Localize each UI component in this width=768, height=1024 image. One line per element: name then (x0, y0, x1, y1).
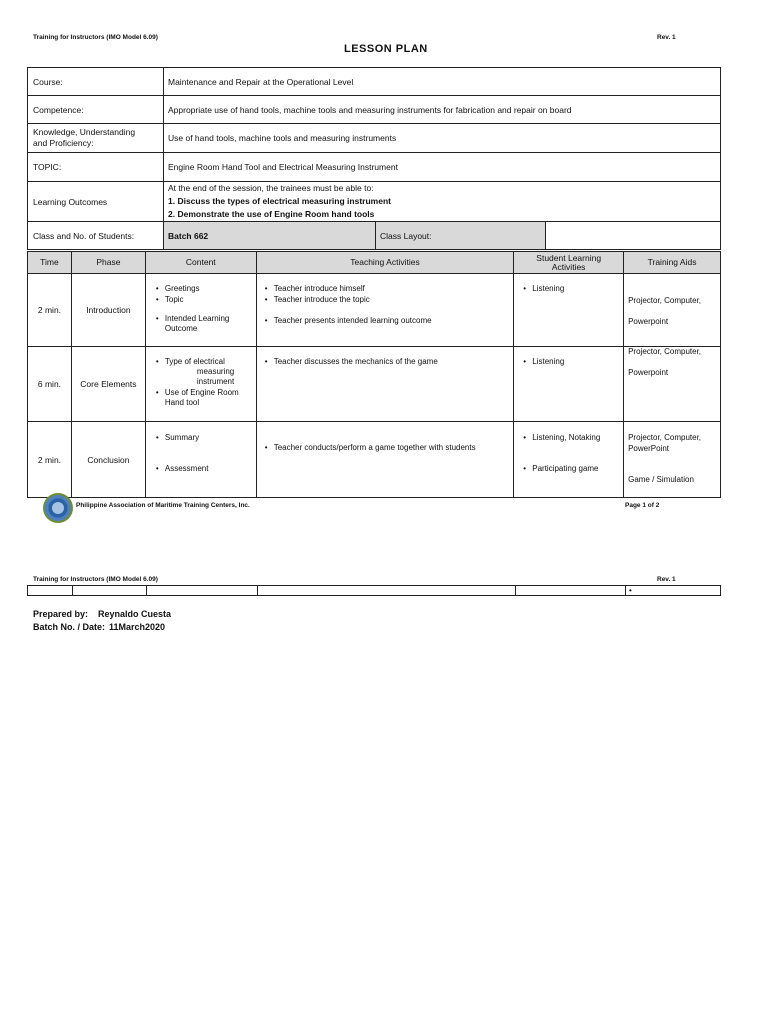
topic-label: TOPIC: (28, 153, 164, 181)
page-title: LESSON PLAN (344, 43, 428, 55)
col-header-time: Time (28, 252, 72, 274)
student-item: • Participating game (532, 464, 598, 474)
content-item: • Intended Learning Outcome (165, 314, 245, 334)
class-layout-value (546, 222, 720, 249)
competence-label: Competence: (28, 96, 164, 123)
table-row (28, 347, 721, 422)
row-aids (624, 274, 721, 347)
teaching-item: • Teacher conducts/perform a game together with students (274, 443, 476, 453)
divider (146, 586, 147, 595)
table-row (28, 422, 721, 498)
class-layout-label: Class Layout: (376, 222, 546, 249)
teaching-item: • Teacher introduce the topic (274, 295, 370, 305)
row-student (514, 422, 624, 498)
aid-item: Projector, Computer, (628, 433, 702, 442)
kup-row (27, 123, 721, 153)
lesson-plan-table (27, 251, 721, 498)
competence-row (27, 95, 721, 124)
competence-value: Appropriate use of hand tools, machine tools and measuring instruments for fabrication and repair on board (168, 104, 572, 115)
class-label: Class and No. of Students: (28, 222, 164, 249)
table-header-row (28, 252, 721, 274)
content-item: • Topic (165, 295, 184, 305)
table-row (28, 274, 721, 347)
class-value: Batch 662 (164, 222, 376, 249)
aid-item: Powerpoint (628, 317, 669, 326)
row-time: 6 min. (28, 347, 72, 422)
pamtci-logo (43, 493, 73, 523)
header-note: Training for Instructors (IMO Model 6.09) (33, 34, 158, 41)
row-student (514, 274, 624, 347)
col-header-content: Content (145, 252, 256, 274)
content-item: • Summary (165, 433, 199, 443)
page2-bullet: • (629, 586, 632, 595)
aid-item: Game / Simulation (628, 475, 694, 484)
row-teaching (256, 422, 514, 498)
lo-intro: At the end of the session, the trainees must be able to: (168, 183, 374, 193)
row-content (145, 422, 256, 498)
row-teaching (256, 274, 514, 347)
topic-row (27, 152, 721, 182)
aid-item: Projector, Computer, (628, 347, 702, 356)
row-phase: Core Elements (71, 347, 145, 422)
divider (515, 586, 516, 595)
course-row (27, 67, 721, 96)
divider (625, 586, 626, 595)
col-header-student (514, 252, 624, 274)
divider (257, 586, 258, 595)
row-content (145, 347, 256, 422)
student-item: • Listening (532, 284, 564, 294)
batch-date-label: Batch No. / Date: (33, 622, 106, 632)
row-phase: Conclusion (71, 422, 145, 498)
kup-label (28, 124, 164, 152)
row-time: 2 min. (28, 422, 72, 498)
course-value: Maintenance and Repair at the Operational Level (168, 76, 354, 87)
kup-label-line2: and Proficiency: (33, 138, 94, 148)
learning-outcomes-value (164, 182, 720, 221)
class-row (27, 221, 721, 250)
page2-header-note: Training for Instructors (IMO Model 6.09) (33, 576, 158, 583)
learning-outcomes-label: Learning Outcomes (28, 182, 164, 221)
page2-table-strip (27, 585, 721, 596)
student-item: • Listening (532, 357, 564, 367)
row-teaching (256, 347, 514, 422)
content-item: • Assessment (165, 464, 209, 474)
content-item-cont: Hand tool (164, 398, 200, 407)
lo-item-1: 1. Discuss the types of electrical measuring instrument (168, 196, 391, 206)
col-header-student-line1: Student Learning (536, 252, 602, 263)
page2-revision-label: Rev. 1 (657, 576, 676, 583)
aid-item: Projector, Computer, (628, 296, 702, 305)
row-time: 2 min. (28, 274, 72, 347)
aid-item: PowerPoint (628, 444, 670, 453)
learning-outcomes-row (27, 181, 721, 222)
teaching-item: • Teacher presents intended learning outcome (274, 316, 432, 326)
prepared-by-value: Reynaldo Cuesta (98, 609, 172, 619)
kup-label-line1: Knowledge, Understanding (33, 127, 136, 137)
row-content (145, 274, 256, 347)
teaching-item: • Teacher introduce himself (274, 284, 365, 294)
row-phase: Introduction (71, 274, 145, 347)
row-aids (624, 347, 721, 422)
student-item: • Listening, Notaking (532, 433, 600, 443)
footer-page-number: Page 1 of 2 (625, 502, 660, 509)
aid-item: Powerpoint (628, 368, 669, 377)
col-header-student-line2: Activities (551, 261, 586, 272)
footer-org: Philippine Association of Maritime Training Centers, Inc. (76, 502, 250, 509)
divider (72, 586, 73, 595)
content-item: • Use of Engine Room (165, 388, 239, 398)
teaching-item: • Teacher discusses the mechanics of the game (274, 357, 438, 367)
content-item: • Greetings (165, 284, 200, 294)
col-header-aids: Training Aids (624, 252, 721, 274)
col-header-teaching: Teaching Activities (256, 252, 514, 274)
topic-value: Engine Room Hand Tool and Electrical Measuring Instrument (168, 162, 398, 172)
row-aids (624, 422, 721, 498)
kup-value: Use of hand tools, machine tools and measuring instruments (168, 133, 397, 143)
content-item-cont: measuring (196, 367, 235, 376)
batch-date-value: 11March2020 (109, 622, 166, 632)
prepared-by-label: Prepared by: (33, 609, 89, 619)
content-item: • Type of electrical (165, 357, 225, 367)
lo-item-2: 2. Demonstrate the use of Engine Room hand tools (168, 209, 375, 219)
row-student (514, 347, 624, 422)
content-item-cont: instrument (196, 377, 235, 386)
revision-label: Rev. 1 (657, 34, 676, 41)
col-header-phase: Phase (71, 252, 145, 274)
course-label: Course: (28, 68, 164, 95)
